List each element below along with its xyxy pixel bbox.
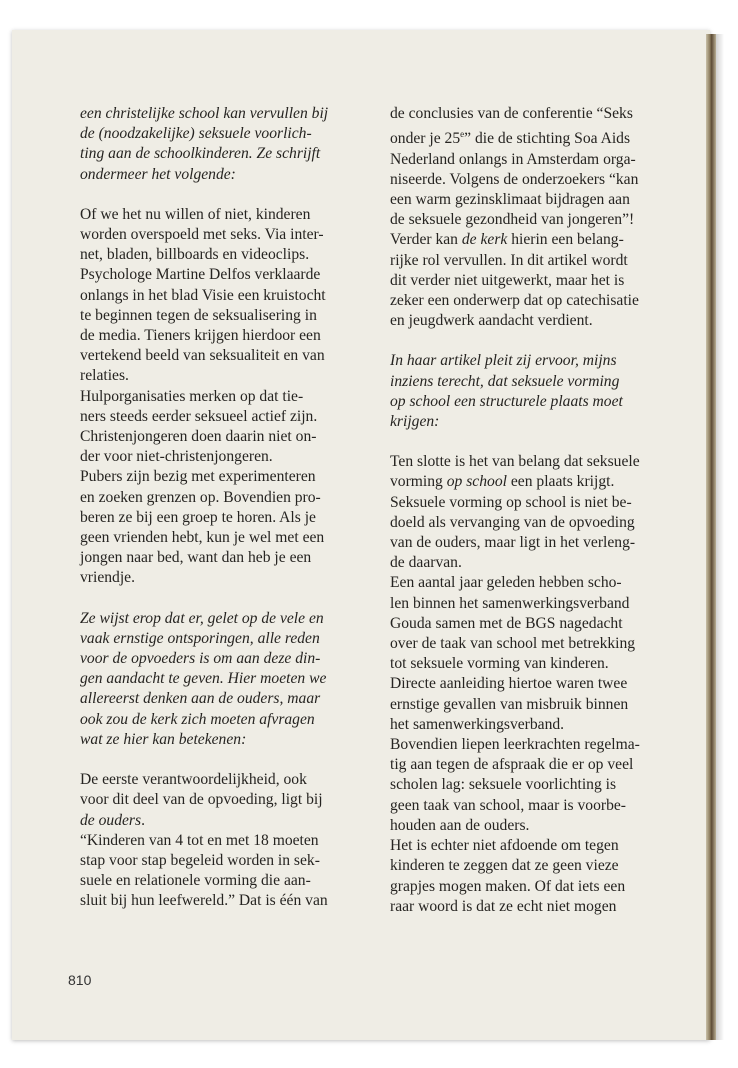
- commentary-italic-paragraph: Ze wijst erop dat er, gelet op de vele en vaak ernstige ontsporingen, alle reden voor de opvoeders is om aan deze din- gen aandacht te geven. Hier moeten we allereerst denken aan de ouders, maar ook zou de kerk zich moeten afvragen wat ze hier kan betekenen:: [80, 609, 327, 748]
- school-emphasis: op school: [446, 473, 507, 491]
- conference-paragraph: [390, 104, 668, 331]
- right-column: [390, 104, 668, 917]
- parents-text-start: De eerste verantwoordelijkheid, ook voor dit deel van de opvoeding, ligt bij: [80, 771, 323, 809]
- quote-paragraph: Of we het nu willen of niet, kinderen worden overspoeld met seks. Via inter- net, bladen, billboards en videoclips. Psychologe Martine Delfos verklaarde onlangs in het blad Visie een kruistocht te beginnen tegen de seksualisering in de media. Tieners krijgen hierdoor een vertekend beeld van seksualiteit en van relaties. Hulporganisaties merken op dat tie- ners steeds eerder seksueel actief zijn. Christenjongeren doen daarin niet on- der voor niet-christenjongeren. Pubers zijn bezig met experimenteren en zoeken grenzen op. Bovendien pro- beren ze bij een groep te horen. Als je geen vrienden hebt, kun je wel met een jongen naar bed, want dan heb je een vriendje.: [80, 205, 326, 587]
- school-text-start: Ten slotte is het van belang dat seksuele vorming: [390, 453, 640, 491]
- spine-shadow: [716, 34, 724, 1040]
- parents-emphasis: de ouders: [80, 811, 142, 829]
- left-column: [80, 104, 358, 912]
- page-number: 810: [68, 972, 92, 988]
- school-text-end: een plaats krijgt. Seksuele vorming op school is niet be- doeld als vervanging van de opvoeding van de ouders, maar ligt in het verleng- de daarvan. Een aantal jaar geleden hebben scho- len binnen het samenwerkingsverband Gouda samen met de BGS nagedacht over de taak van school met betrekking tot seksuele vorming van kinderen. Directe aanleiding hiertoe waren twee ernstige gevallen van misbruik binnen het samenwerkingsverband. Bovendien liepen leerkrachten regelma- tig aan tegen de afspraak die er op veel scholen lag: seksuele voorlichting is geen taak van school, maar is voorbe- houden aan de ouders. Het is echter niet afdoende om tegen kinderen te zeggen dat ze geen vieze grapjes mogen maken. Of dat iets een raar woord is dat ze echt niet mogen: [390, 473, 640, 915]
- church-emphasis: de kerk: [461, 231, 508, 249]
- conference-text-start: de conclusies van de conferentie “Seks onder je 25: [390, 105, 633, 148]
- intro-italic-paragraph: een christelijke school kan vervullen bij de (noodzakelijke) seksuele voorlich- ting aan de schoolkinderen. Ze schrijft ondermeer het volgende:: [80, 105, 329, 183]
- school-italic-paragraph: In haar artikel pleit zij ervoor, mijns inziens terecht, dat seksuele vorming op school een structurele plaats moet krijgen:: [390, 352, 623, 431]
- parents-text-end: . “Kinderen van 4 tot en met 18 moeten stap voor stap begeleid worden in sek- suele en relationele vorming die aan- sluit bij hun leefwereld.” Dat is één van: [80, 811, 328, 910]
- book-spine: [706, 34, 716, 1040]
- school-paragraph: [390, 452, 668, 917]
- parents-paragraph: [80, 770, 358, 911]
- conference-text-mid: ” die de stichting Soa Aids Nederland onlangs in Amsterdam orga- niseerde. Volgens de onderzoekers “kan een warm gezinsklimaat bijdragen aan de seksuele gezondheid van jongeren”! Verder kan: [390, 130, 639, 249]
- superscript-e: e: [460, 129, 465, 140]
- conference-text-end: hierin een belang- rijke rol vervullen. In dit artikel wordt dit verder niet uitgewerkt, maar het is zeker een onderwerp dat op catechisatie en jeugdwerk aandacht verdient.: [390, 231, 639, 330]
